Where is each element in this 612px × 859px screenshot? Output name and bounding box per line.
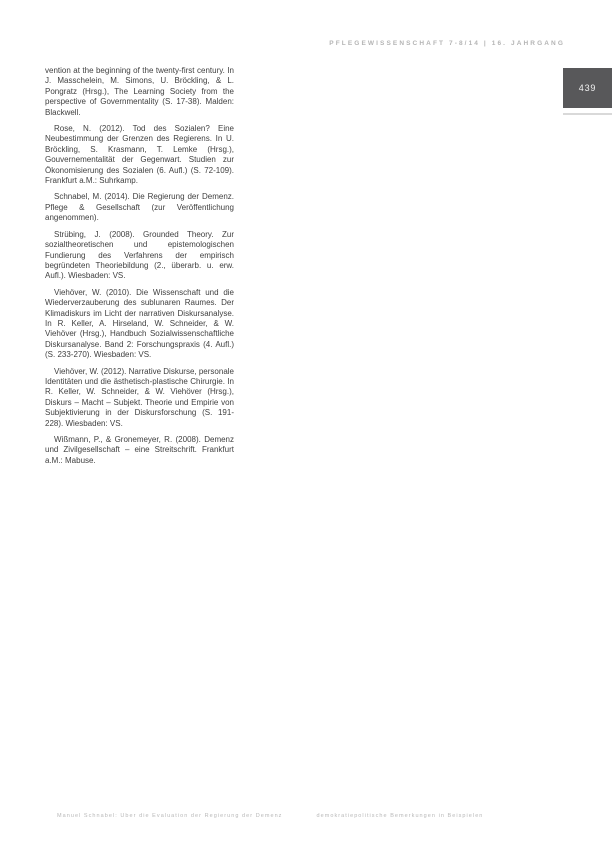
reference-entry: Strübing, J. (2008). Grounded Theory. Zur sozialtheoretischen und epistemologischen Fundierung des Verfahrens der empirisch begründeten Theoriebildung (2., überarb. u. erw. Aufl.). Wiesbaden: VS. [45,229,234,281]
reference-entry: Wißmann, P., & Gronemeyer, R. (2008). Demenz und Zivilgesellschaft – eine Streitschrift. Frankfurt a.M.: Mabuse. [45,435,234,465]
footer-author-title: Manuel Schnabel: Über die Evaluation der Regierung der Demenz [57,813,283,819]
reference-entry: Schnabel, M. (2014). Die Regierung der Demenz. Pflege & Gesellschaft (zur Veröffentlichung angenommen). [45,192,234,223]
reference-entry: Viehöver, W. (2012). Narrative Diskurse, personale Identitäten und die ästhetisch-plastische Chirurgie. In R. Keller, W. Schneider, & W. Viehöver (Hrsg.), Diskurs – Macht – Subjekt. Theorie und Empirie von Subjektivierung in der Diskursforschung (S. 191-228). Wiesbaden: VS. [45,366,234,428]
reference-entry: Rose, N. (2012). Tod des Sozialen? Eine Neubestimmung der Grenzen des Regierens. In U. Bröckling, S. Krasmann, T. Lemke (Hrsg.), Gouvernementalität der Gegenwart. Studien zur Ökonomisierung des Sozialen (6. Aufl.) (S. 72-109). Frankfurt a.M.: Suhrkamp. [45,124,234,186]
badge-underline [563,113,612,115]
reference-entry: vention at the beginning of the twenty-first century. In J. Masschelein, M. Simons, U. Bröckling, & L. Pongratz (Hrsg.), The Learning Society from the perspective of Governmentality (S. 17-38). Malden: Blackwell. [45,66,234,117]
references-column [45,66,234,472]
footer-subtitle: demokratiepolitische Bemerkungen in Beispielen [316,813,484,819]
running-footer [57,813,577,819]
journal-header-line: PFLEGEWISSENSCHAFT 7-8/14 | 16. JAHRGANG [329,40,565,47]
reference-entry: Viehöver, W. (2010). Die Wissenschaft und die Wiederverzauberung des sublunaren Raumes. Der Klimadiskurs im Licht der narrativen Diskursanalyse. In R. Keller, A. Hirseland, W. Schneider, & W. Viehöver (Hrsg.), Handbuch Sozialwissenschaftliche Diskursanalyse. Band 2: Forschungspraxis (4. Aufl.) (S. 233-270). Wiesbaden: VS. [45,287,234,360]
page-number: 439 [578,83,597,93]
page-number-badge [563,68,612,108]
